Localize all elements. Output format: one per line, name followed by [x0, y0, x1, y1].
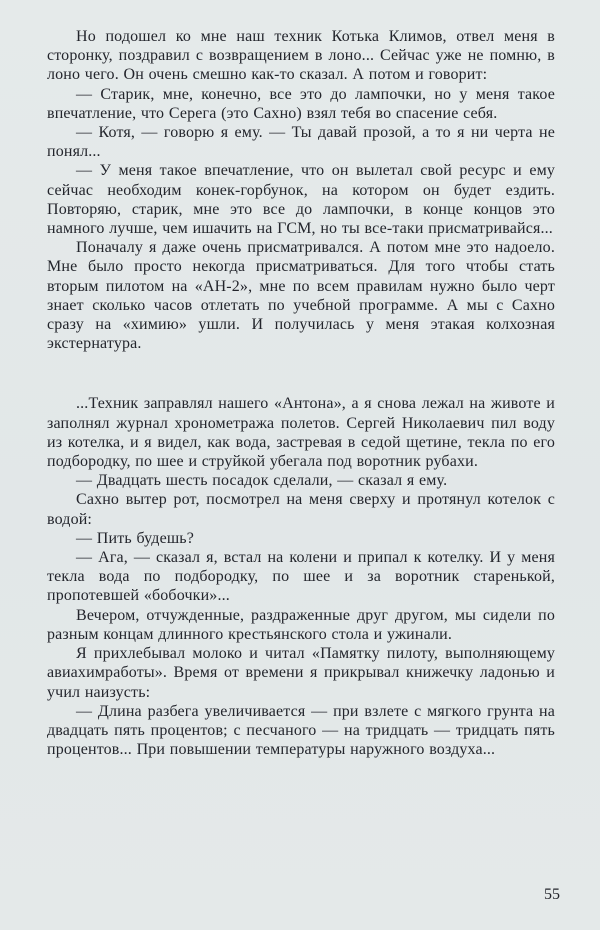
paragraph: Поначалу я даже очень присматривался. А потом мне это надоело. Мне было просто некогда присматриваться. Для того чтобы стать вторым пилотом на «АН-2», мне по всем правилам нужно было черт знает сколько часов отлетать по учебной программе. А мы с Сахно сразу на «химию» ушли. И получилась у меня этакая колхозная экстернатура. — [47, 239, 555, 353]
text-column — [47, 27, 555, 759]
paragraph: Я прихлебывал молоко и читал «Памятку пилоту, выполняющему авиахимработы». Время от времени я прикрывал книжечку ладонью и учил наизусть: — [47, 645, 555, 701]
page-number: 55 — [544, 886, 560, 903]
paragraph: — Старик, мне, конечно, все это до лампочки, но у меня такое впечатление, что Серега (это Сахно) взял тебя во спасение себя. — [47, 85, 555, 122]
paragraph: — Ага, — сказал я, встал на колени и припал к котелку. И у меня текла вода по подбородку, по шее и за воротник старенькой, пропотевшей «бобочки»... — [47, 549, 555, 605]
paragraph: Но подошел ко мне наш техник Котька Климов, отвел меня в сторонку, поздравил с возвращением в лоно... Сейчас уже не помню, в лоно чего. Он очень смешно как-то сказал. А потом и говорит: — [47, 28, 555, 84]
paragraph: ...Техник заправлял нашего «Антона», а я снова лежал на животе и заполнял журнал хронометража полетов. Сергей Николаевич пил воду из котелка, и я видел, как вода, застревая в седой щетине, текла по его подбородку, по шее и струйкой убегала под воротник рубахи. — [47, 395, 555, 471]
paragraph: — Длина разбега увеличивается — при взлете с мягкого грунта на двадцать пять процентов; с песчаного — на тридцать — тридцать пять процентов... При повышении температуры наружного воздуха... — [47, 702, 555, 759]
paragraph: Сахно вытер рот, посмотрел на меня сверху и протянул котелок с водой: — [47, 491, 555, 528]
paragraph: — Двадцать шесть посадок сделали, — сказал я ему. — [76, 472, 448, 490]
paragraph: — Пить будешь? — [76, 529, 194, 547]
paragraph: — У меня такое впечатление, что он вылетал свой ресурс и ему сейчас необходим конек-горбунок, на котором он будет ездить. Повторяю, старик, мне это все до лампочки, в конце концов это намного лучше, чем ишачить на ГСМ, но ты все-таки присматривайся... — [47, 162, 555, 238]
paragraph: Вечером, отчужденные, раздраженные друг другом, мы сидели по разным концам длинного крестьянского стола и ужинали. — [47, 606, 555, 643]
paragraph: — Котя, — говорю я ему. — Ты давай прозой, а то я ни черта не понял... — [47, 124, 555, 161]
